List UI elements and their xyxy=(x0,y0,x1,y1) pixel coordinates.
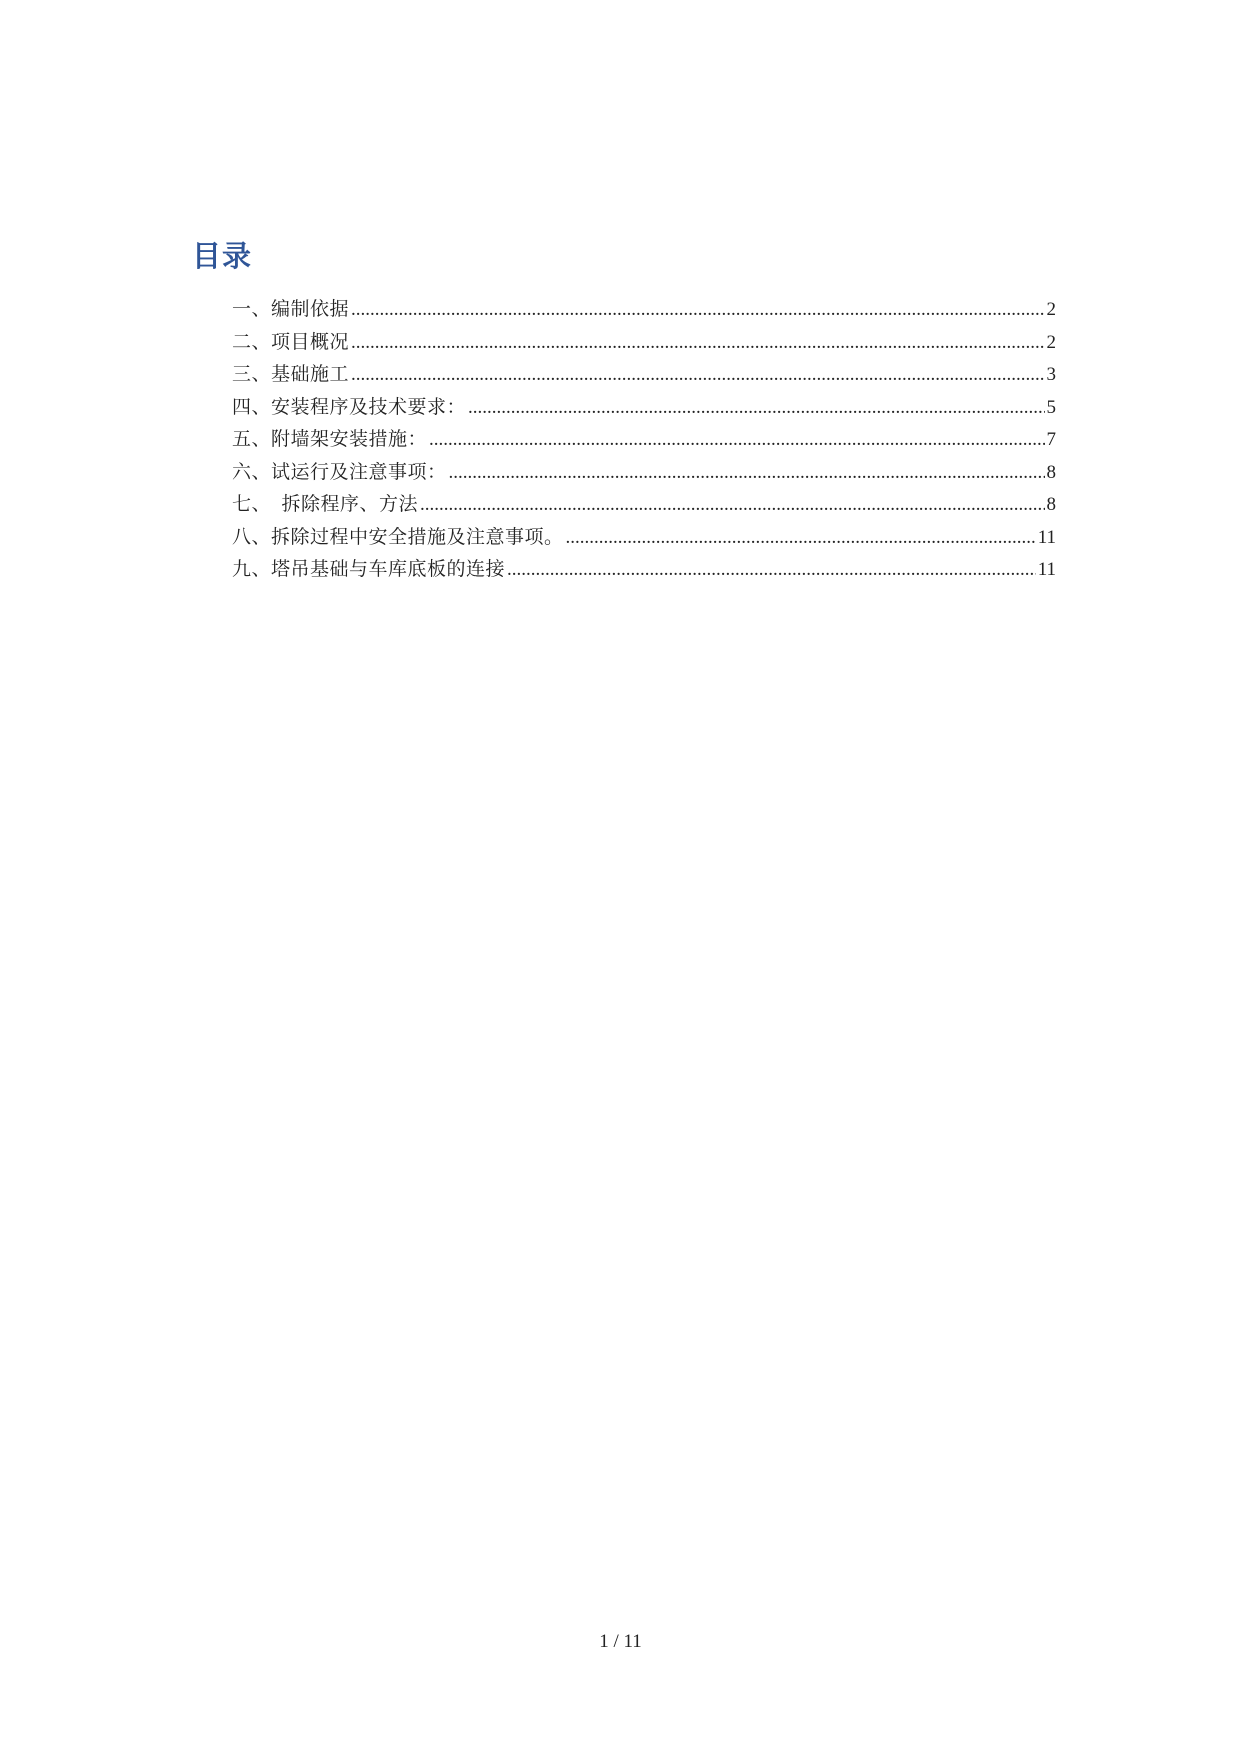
toc-entry-5[interactable] xyxy=(232,424,1056,457)
toc-entry-label: 九、塔吊基础与车库底板的连接 xyxy=(232,559,506,580)
toc-entry-page: 5 xyxy=(1046,396,1056,418)
toc-entry-label: 二、项目概况 xyxy=(232,331,350,353)
page-number-footer: 1 / 11 xyxy=(599,1631,642,1652)
toc-leader-dots xyxy=(468,392,1044,425)
toc-leader-dots xyxy=(420,489,1044,522)
toc-leader-dots xyxy=(507,554,1036,587)
toc-entry-page: 8 xyxy=(1046,494,1056,515)
toc-leader-dots xyxy=(351,327,1044,360)
toc-entry-page: 11 xyxy=(1037,559,1056,580)
toc-entry-page: 11 xyxy=(1037,526,1056,548)
toc-entry-3[interactable] xyxy=(232,359,1056,392)
toc-title: 目录 xyxy=(192,239,253,273)
toc-entry-8[interactable] xyxy=(232,522,1056,555)
toc-leader-dots xyxy=(351,359,1044,392)
toc-entry-9[interactable] xyxy=(232,554,1056,587)
toc-entry-2[interactable] xyxy=(232,327,1056,360)
toc-leader-dots xyxy=(449,457,1045,490)
toc-entry-page: 3 xyxy=(1046,364,1056,385)
toc-entry-label: 七、 拆除程序、方法 xyxy=(232,494,419,515)
toc-entry-label: 五、附墙架安装措施： xyxy=(232,429,428,450)
toc-leader-dots xyxy=(351,294,1044,327)
toc-entry-label: 四、安装程序及技术要求： xyxy=(232,396,467,418)
toc-entry-label: 六、试运行及注意事项： xyxy=(232,461,447,483)
toc-entry-page: 8 xyxy=(1046,461,1056,483)
toc-entry-label: 一、编制依据 xyxy=(232,299,350,320)
toc-leader-dots xyxy=(566,522,1036,555)
toc-entry-7[interactable] xyxy=(232,489,1056,522)
toc-entry-label: 三、基础施工 xyxy=(232,364,350,385)
toc-entry-6[interactable] xyxy=(232,457,1056,490)
toc-list xyxy=(232,294,1056,587)
toc-entry-page: 2 xyxy=(1046,299,1056,320)
toc-entry-4[interactable] xyxy=(232,392,1056,425)
toc-entry-page: 2 xyxy=(1046,331,1056,353)
toc-entry-1[interactable] xyxy=(232,294,1056,327)
toc-entry-page: 7 xyxy=(1046,429,1056,450)
toc-entry-label: 八、拆除过程中安全措施及注意事项。 xyxy=(232,526,564,548)
toc-leader-dots xyxy=(429,424,1044,457)
